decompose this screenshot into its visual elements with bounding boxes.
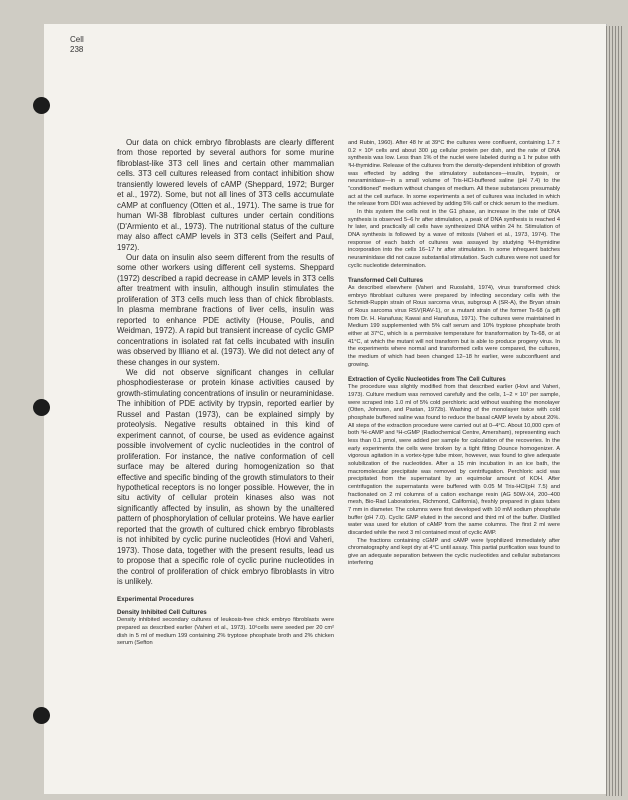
page-edge [615, 26, 616, 796]
page-edge [606, 26, 607, 796]
paragraph: We did not observe significant changes in cellular phosphodiesterase or protein kinase activities caused by growth-stimulating concentrations of insulin or neuraminidase. The inhibition of PDE activity by trypsin, reported earlier by Russel and Pastan (1973), can be explained simply by proteolysis. Negative results obtained in this kind of experiment cannot, of course, be used as evidence against possible involvement of cyclic nucleotides in the control of proliferation. For instance, the native conformation of cell surface may be altered during homogenization so that effective and specific binding of the growth stimulators to their hypothetical receptors is no longer possible. However, the in situ activity of cellular protein kinases also was not significantly affected by insulin, as shown by the unaltered pattern of phosphorylation of cellular proteins. We have earlier reported that the growth of cultured chick embryo fibroblasts is not inhibited by cyclic purine nucleotides (Hovi and Vaheri, 1973). Those data, together with the present results, lead us to propose that a specific role of cyclic purine nucleotides in the control of proliferation of chick embryo fibroblasts in vitro is unlikely. [117, 367, 334, 587]
page-edge [609, 26, 610, 796]
page-number: 238 [70, 44, 84, 54]
paragraph: Density inhibited secondary cultures of leukosis-free chick embryo fibroblasts were prepared as described earlier (Vaheri et al., 1973). 10⁶cells were seeded per 20 cm² dish in 5 ml of medium 199 containing 2% tryptose phosphate broth and 2% chicken serum (Sefton [117, 617, 334, 647]
paragraph: In this system the cells rest in the G1 phase, an increase in the rate of DNA synthesis is observed 5–6 hr after stimulation, a peak of DNA synthesis is reached 4 hr later, and practically all cells have synthesized DNA within 24 hr. Stimulation of DNA synthesis is followed by a wave of mitosis (Vaheri et al., 1973, 1974). The response of each batch of cultures was assayed by studying ³H-thymidine incorporation into the cells 16–17 hr after stimulation. In some infrequent batches neuraminidase did not cause substantial stimulation. Such cultures were not used for cyclic nucleotide determination. [348, 208, 560, 269]
binder-hole [33, 97, 50, 114]
subsection-heading: Transformed Cell Cultures [348, 278, 424, 285]
binder-hole [33, 707, 50, 724]
right-column [348, 140, 560, 568]
page-edge [612, 26, 613, 796]
section-heading: Experimental Procedures [117, 596, 194, 604]
paragraph: Our data on insulin also seem different from the results of some other workers using different cell systems. Sheppard (1972) described a rapid decrease in cAMP levels in 3T3 cells after treatment with insulin, although insulin stimulates the proliferation of 3T3 cells much less than of chick fibroblasts. In plasma membrane fractions of liver cells, insulin was reported to enhance PDE activity (House, Poulis, and Weidman, 1972). A rapid but transient increase of cyclic GMP concentrations in isolated rat fat cells incubated with insulin was observed by Illiano et al. (1973). We did not detect any of these changes in our system. [117, 252, 334, 367]
paragraph: The fractions containing cGMP and cAMP were lyophilized immediately after chromatography and kept dry at 4°C until assay. This partial purification was found to give an adequate separation between the cyclic nucleotides and cellular substances interfering [348, 537, 560, 567]
paragraph: Our data on chick embryo fibroblasts are clearly different from those reported by several authors for some murine fibroblast-like 3T3 cell lines and certain other mammalian cells. 3T3 cell cultures released from contact inhibition show transiently lowered levels of cAMP (Sheppard, 1972; Burger et al., 1972). Some, but not all lines of 3T3 cells accumulate cAMP at confluency (Otten et al., 1971). The same is true for human WI-38 fibroblast cultures under certain conditions (D'Armiento et al., 1973). The nutritional status of the culture may also affect cAMP levels in 3T3 cells (Seifert and Paul, 1972). [117, 138, 334, 252]
page-edge [621, 26, 622, 796]
paragraph: and Rubin, 1960). After 48 hr at 39°C the cultures were confluent, containing 1.7 ± 0.2 × 10⁶ cells and about 300 µg cellular protein per dish, and the rate of DNA synthesis was low. Less than 1% of the nuclei were labeled during a 1 hr pulse with ³H-thymidine. Release of the cultures from the density-dependent inhibition of growth was effected by adding the stimulatory substances—insulin, trypsin, or neuraminidase—in a small volume of Tris-HCl-buffered saline (pH 7.4) to the "conditioned" medium without changes of medium. All these substances presumably act at the cell surface. In some experiments a set of cultures was included in which the release from DDI was achieved by adding 5% calf or chick serum to the medium. [348, 140, 560, 208]
paragraph: As described elsewhere (Vaheri and Ruoslahti, 1974), virus transformed chick embryo fibroblast cultures were prepared by infecting secondary cells with the Schmidt-Ruppin strain of Rous sarcoma virus, subgroup A (SR-A), the Bryan strain of Rous sarcoma virus RSV(RAV-1), or a mutant strain of the former Ts-68 (a gift from Dr. H. Hanafusa; Kawai and Hanafusa, 1971). The cultures were maintained in Medium 199 supplemented with 5% calf serum and 10% tryptose phosphate broth either at 37°C, which is a permissive temperature for transformation by Ts-68, or at 41°C, at which the mutant will not transform but is able to produce progeny virus. In the experiments where normal and transformed cells were compared, the cultures, the medium of which had been changed 12–18 hr earlier, were subconfluent and growing. [348, 285, 560, 368]
subsection-heading: Extraction of Cyclic Nucleotides from The Cell Cultures [348, 377, 506, 384]
binder-hole [33, 399, 50, 416]
page-edge [618, 26, 619, 796]
subsection-heading: Density Inhibited Cell Cultures [117, 609, 207, 617]
journal-name: Cell [70, 35, 84, 44]
paragraph: The procedure was slightly modified from that described earlier (Hovi and Vaheri, 1973). Culture medium was removed carefully and the cells, 1–2 × 10⁷ per sample, were scraped into 1.0 ml of 5% cold perchloric acid without washing the monolayer (Otten, Johnson, and Pastan, 1972b). Washing of the monolayer twice with cold phosphate buffered saline was found to reduce the basal cAMP levels by about 20%. All steps of the extraction procedure were carried out at 0–4°C. About 10,000 cpm of both ³H-cAMP and ³H-cGMP (Radiochemical Centre, Amersham), representing each less than 0.1 pmol, were added per sample for calculation of the recoveries. In the early experiments the cells were broken by a tight fitting Dounce homogenizer. A vigorous agitation in a vortex-type tube mixer, however, was found to give adequate solubilization of the nucleotides. After a 15 min incubation in an ice bath, the macromolecular precipitate was removed by centrifugation. Perchloric acid was precipitated from the supernatant by an equimolar amount of KOH. After centrifugation the supernatants were buffered with 0.05 M Tris-HCl(pH 7.5) and fractionated on 2 ml columns of a cation exchange resin (AG 50W-X4, 200–400 mesh, Bio-Rad Laboratories, Richmond, California), freshly prepared in glass tubes 7 mm in diameter. The columns were first developed with 10 mM sodium phosphate buffer (pH 7.0). Cyclic GMP eluted in the second and third ml of the buffer. Distilled water was used for elution of cAMP from the same columns. The first 2 ml were discarded while the next 3 ml contained most of cyclic AMP. [348, 384, 560, 536]
left-column [117, 138, 334, 648]
running-head [70, 35, 84, 54]
